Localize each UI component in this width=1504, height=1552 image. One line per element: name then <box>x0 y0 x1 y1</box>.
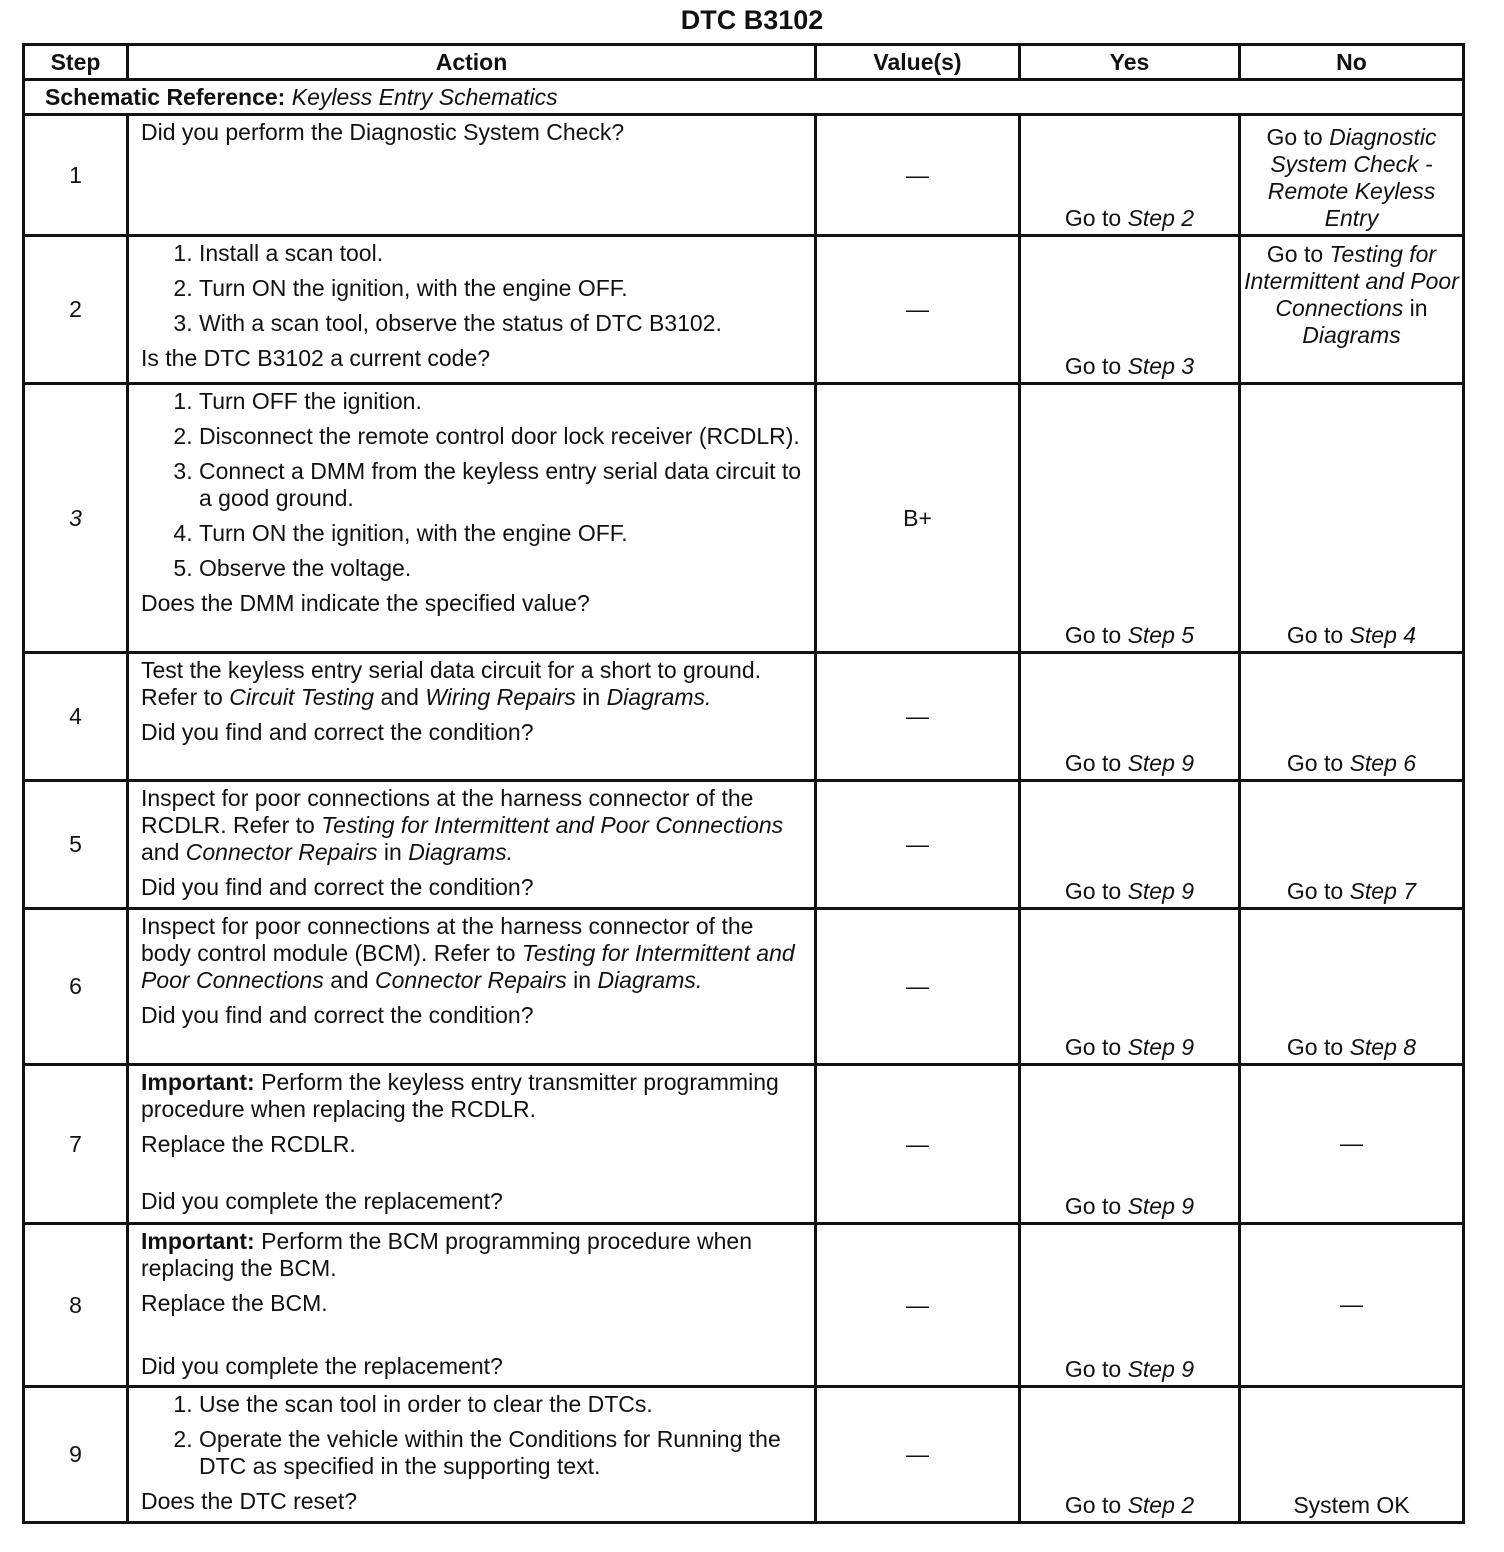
action-text <box>141 785 802 866</box>
table-row <box>24 653 1464 781</box>
value-cell: — <box>816 781 1020 909</box>
step-number <box>24 384 128 653</box>
header-no: No <box>1240 45 1464 80</box>
action-text: Did you perform the Diagnostic System Check? <box>141 119 625 145</box>
no-link[interactable]: Testing for Intermittent and Poor Connections <box>1244 241 1459 321</box>
yes-link[interactable]: Step 9 <box>1127 1034 1195 1060</box>
list-item: 4. Turn ON the ignition, with the engine OFF. <box>199 520 802 547</box>
no-prefix: Go to <box>1286 622 1350 648</box>
table-row <box>24 236 1464 384</box>
no-prefix: Go to <box>1286 750 1350 776</box>
step-number: 5 <box>24 781 128 909</box>
action-text-part: Inspect for poor connections at the harness connector of the body control module (BCM). Refer to <box>141 913 754 966</box>
important-label: Important: <box>141 1228 255 1254</box>
yes-link[interactable]: Step 9 <box>1127 878 1195 904</box>
action-question: Did you find and correct the condition? <box>141 719 534 745</box>
list-item: 1. Turn OFF the ignition. <box>199 388 802 415</box>
value-cell: — <box>816 1387 1020 1523</box>
no-cell <box>1240 653 1464 781</box>
header-action: Action <box>128 45 816 80</box>
yes-cell <box>1020 1387 1240 1523</box>
action-question: Is the DTC B3102 a current code? <box>141 345 491 371</box>
yes-prefix: Go to <box>1064 1492 1128 1518</box>
list-item: 5. Observe the voltage. <box>199 555 802 582</box>
yes-prefix: Go to <box>1064 878 1128 904</box>
action-cell <box>128 236 816 384</box>
action-question: Did you find and correct the condition? <box>141 1002 534 1028</box>
step-number-text: 3 <box>69 504 82 531</box>
important-note <box>141 1069 802 1123</box>
table-row <box>24 781 1464 909</box>
important-label: Important: <box>141 1069 255 1095</box>
list-item: 1. Install a scan tool. <box>199 240 802 267</box>
action-list <box>141 1391 802 1480</box>
yes-prefix: Go to <box>1064 205 1128 231</box>
action-question: Did you find and correct the condition? <box>141 874 534 900</box>
table-row <box>24 1065 1464 1224</box>
list-item: 2. Operate the vehicle within the Conditions for Running the DTC as specified in the supporting text. <box>199 1426 802 1480</box>
yes-prefix: Go to <box>1064 622 1128 648</box>
action-instruction: Replace the BCM. <box>141 1290 328 1316</box>
yes-prefix: Go to <box>1064 1356 1128 1382</box>
value-cell: — <box>816 1224 1020 1387</box>
yes-cell <box>1020 236 1240 384</box>
diagrams-link[interactable]: Diagrams. <box>597 967 703 993</box>
no-prefix: Go to <box>1266 241 1330 267</box>
list-item: 1. Use the scan tool in order to clear the DTCs. <box>199 1391 802 1418</box>
connector-repairs-link[interactable]: Connector Repairs <box>375 967 567 993</box>
yes-link[interactable]: Step 2 <box>1127 205 1195 231</box>
important-text: Perform the keyless entry transmitter programming procedure when replacing the RCDLR. <box>141 1069 779 1122</box>
action-cell <box>128 1387 816 1523</box>
no-cell: — <box>1240 1065 1464 1224</box>
no-cell <box>1240 236 1464 384</box>
yes-link[interactable]: Step 5 <box>1127 622 1195 648</box>
action-list <box>141 388 802 582</box>
circuit-testing-link[interactable]: Circuit Testing <box>229 684 375 710</box>
no-cell <box>1240 781 1464 909</box>
action-text-part: Test the keyless entry serial data circuit for a short to ground. Refer to <box>141 657 762 710</box>
important-text: Perform the BCM programming procedure when replacing the BCM. <box>141 1228 752 1281</box>
action-text <box>141 913 802 994</box>
step-number: 1 <box>24 115 128 236</box>
no-link[interactable]: Step 8 <box>1349 1034 1417 1060</box>
important-note <box>141 1228 802 1282</box>
yes-cell <box>1020 384 1240 653</box>
value-cell: — <box>816 115 1020 236</box>
yes-link[interactable]: Step 2 <box>1127 1492 1195 1518</box>
action-cell <box>128 115 816 236</box>
header-step: Step <box>24 45 128 80</box>
action-text-part: Inspect for poor connections at the harness connector of the RCDLR. Refer to <box>141 785 754 838</box>
table-row <box>24 909 1464 1065</box>
list-item: 3. Connect a DMM from the keyless entry serial data circuit to a good ground. <box>199 458 802 512</box>
yes-link[interactable]: Step 3 <box>1127 353 1195 379</box>
action-text <box>141 657 802 711</box>
value-cell: — <box>816 1065 1020 1224</box>
no-cell <box>1240 384 1464 653</box>
yes-cell <box>1020 1224 1240 1387</box>
list-item: 3. With a scan tool, observe the status of DTC B3102. <box>199 310 802 337</box>
header-yes: Yes <box>1020 45 1240 80</box>
no-cell: System OK <box>1240 1387 1464 1523</box>
action-question: Does the DTC reset? <box>141 1488 358 1514</box>
action-text-part: and <box>323 967 375 993</box>
no-link[interactable]: Step 6 <box>1349 750 1417 776</box>
yes-prefix: Go to <box>1064 750 1128 776</box>
list-item: 2. Disconnect the remote control door lock receiver (RCDLR). <box>199 423 802 450</box>
value-cell: B+ <box>816 384 1020 653</box>
yes-cell <box>1020 115 1240 236</box>
action-text-part: in <box>566 967 598 993</box>
testing-intermittent-link[interactable]: Testing for Intermittent and Poor Connections <box>141 940 795 993</box>
step-number: 6 <box>24 909 128 1065</box>
action-text-part: in <box>575 684 607 710</box>
no-prefix: Go to <box>1286 878 1350 904</box>
no-link[interactable]: Diagnostic System Check - Remote Keyless Entry <box>1267 124 1437 231</box>
table-row <box>24 384 1464 653</box>
no-link-diagrams[interactable]: Diagrams <box>1302 322 1401 348</box>
diagrams-link[interactable]: Diagrams. <box>606 684 712 710</box>
yes-cell <box>1020 653 1240 781</box>
action-question: Did you complete the replacement? <box>141 1353 503 1379</box>
action-question: Does the DMM indicate the specified value? <box>141 590 590 616</box>
value-cell: — <box>816 236 1020 384</box>
step-number: 7 <box>24 1065 128 1224</box>
action-text-part: in <box>377 839 409 865</box>
action-cell <box>128 909 816 1065</box>
step-number: 4 <box>24 653 128 781</box>
table-row <box>24 115 1464 236</box>
yes-prefix: Go to <box>1064 353 1128 379</box>
action-list <box>141 240 802 337</box>
yes-cell <box>1020 781 1240 909</box>
list-item: 2. Turn ON the ignition, with the engine OFF. <box>199 275 802 302</box>
table-row <box>24 1224 1464 1387</box>
header-values: Value(s) <box>816 45 1020 80</box>
no-link[interactable]: Step 4 <box>1349 622 1417 648</box>
action-cell <box>128 1224 816 1387</box>
yes-link[interactable]: Step 9 <box>1127 1356 1195 1382</box>
yes-link[interactable]: Step 9 <box>1127 750 1195 776</box>
no-prefix: Go to <box>1286 1034 1350 1060</box>
action-text-part: and <box>141 839 186 865</box>
action-cell <box>128 781 816 909</box>
header-row <box>24 45 1464 80</box>
schematic-reference <box>24 80 1464 115</box>
no-cell: — <box>1240 1224 1464 1387</box>
table-row <box>24 1387 1464 1523</box>
yes-cell <box>1020 1065 1240 1224</box>
page-title: DTC B3102 <box>680 5 824 35</box>
yes-prefix: Go to <box>1064 1193 1128 1219</box>
value-cell: — <box>816 653 1020 781</box>
action-cell <box>128 653 816 781</box>
testing-intermittent-link[interactable]: Testing for Intermittent and Poor Connections <box>321 812 784 838</box>
no-cell <box>1240 909 1464 1065</box>
yes-cell <box>1020 909 1240 1065</box>
no-cell <box>1240 115 1464 236</box>
step-number: 9 <box>24 1387 128 1523</box>
step-number: 8 <box>24 1224 128 1387</box>
schematic-row <box>24 80 1464 115</box>
step-number: 2 <box>24 236 128 384</box>
action-cell <box>128 1065 816 1224</box>
no-mid: in <box>1403 295 1428 321</box>
yes-prefix: Go to <box>1064 1034 1128 1060</box>
action-question: Did you complete the replacement? <box>141 1188 503 1214</box>
action-cell <box>128 384 816 653</box>
schematic-label: Schematic Reference: <box>45 83 286 110</box>
connector-repairs-link[interactable]: Connector Repairs <box>185 839 378 865</box>
schematic-link[interactable]: Keyless Entry Schematics <box>291 83 558 110</box>
action-instruction: Replace the RCDLR. <box>141 1131 356 1157</box>
dtc-table <box>22 43 1465 1524</box>
action-text-part: and <box>374 684 426 710</box>
no-prefix: Go to <box>1266 124 1330 150</box>
diagrams-link[interactable]: Diagrams. <box>408 839 514 865</box>
value-cell: — <box>816 909 1020 1065</box>
wiring-repairs-link[interactable]: Wiring Repairs <box>425 684 576 710</box>
no-link[interactable]: Step 7 <box>1349 878 1417 904</box>
yes-link[interactable]: Step 9 <box>1127 1193 1195 1219</box>
